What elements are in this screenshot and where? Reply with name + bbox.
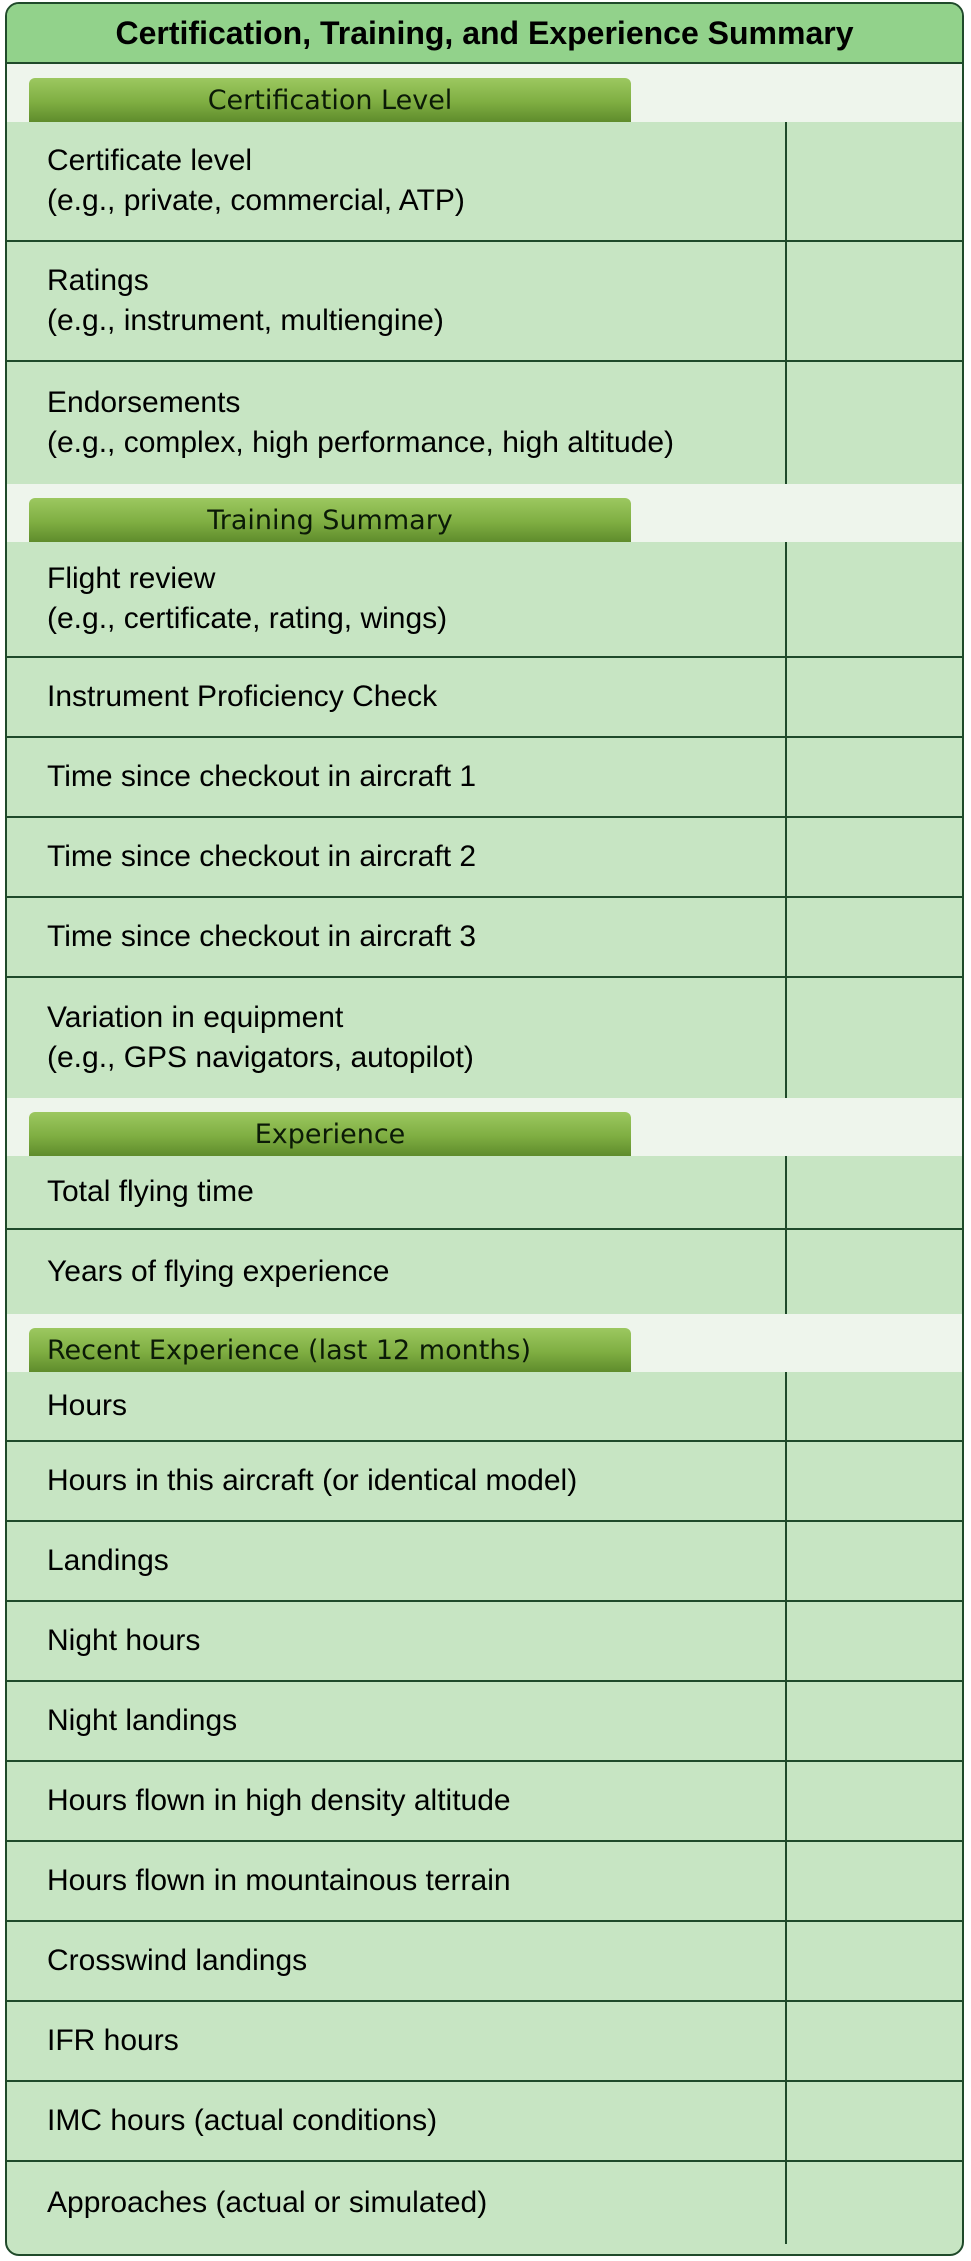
value-cell[interactable] <box>787 738 962 816</box>
row-label: Time since checkout in aircraft 1 <box>47 760 477 793</box>
row-label: Night landings <box>47 1704 238 1737</box>
row-label: Landings <box>47 1544 169 1577</box>
form-row <box>7 122 962 242</box>
section-tab-label: Recent Experience (last 12 months) <box>29 1328 631 1372</box>
value-cell[interactable] <box>787 1522 962 1600</box>
row-label: Endorsements <box>47 386 241 419</box>
section-header <box>7 1314 962 1372</box>
section-header <box>7 1098 962 1156</box>
form-row <box>7 1522 962 1602</box>
row-label: IMC hours (actual conditions) <box>47 2104 438 2137</box>
value-cell[interactable] <box>787 818 962 896</box>
row-label: Variation in equipment <box>47 1001 344 1034</box>
column-divider <box>785 1156 787 1314</box>
row-label: Years of flying experience <box>47 1255 390 1288</box>
value-cell[interactable] <box>787 1442 962 1520</box>
row-label: Hours flown in mountainous terrain <box>47 1864 511 1897</box>
section-rows <box>7 542 962 1098</box>
row-label: Instrument Proficiency Check <box>47 680 438 713</box>
form-row <box>7 1682 962 1762</box>
form-row <box>7 898 962 978</box>
row-label: Time since checkout in aircraft 2 <box>47 840 477 873</box>
row-label: Certificate level <box>47 144 253 177</box>
form-row <box>7 542 962 658</box>
row-label: Crosswind landings <box>47 1944 308 1977</box>
form-row <box>7 2082 962 2162</box>
value-cell[interactable] <box>787 1230 962 1314</box>
summary-form <box>5 2 964 2256</box>
row-label: Total flying time <box>47 1175 254 1208</box>
value-cell[interactable] <box>787 122 962 240</box>
form-row <box>7 1602 962 1682</box>
form-row <box>7 2002 962 2082</box>
value-cell[interactable] <box>787 1602 962 1680</box>
value-cell[interactable] <box>787 1842 962 1920</box>
form-row <box>7 1372 962 1442</box>
value-cell[interactable] <box>787 1156 962 1228</box>
row-sublabel: (e.g., complex, high performance, high altitude) <box>47 426 674 459</box>
form-row <box>7 658 962 738</box>
row-label: IFR hours <box>47 2024 179 2057</box>
value-cell[interactable] <box>787 242 962 360</box>
row-sublabel: (e.g., private, commercial, ATP) <box>47 184 465 217</box>
form-row <box>7 1230 962 1314</box>
row-label: Hours in this aircraft (or identical model) <box>47 1464 578 1497</box>
form-row <box>7 1922 962 2002</box>
section-tab-label: Certification Level <box>29 78 631 122</box>
value-cell[interactable] <box>787 2002 962 2080</box>
section-tab-label: Experience <box>29 1112 631 1156</box>
value-cell[interactable] <box>787 1372 962 1440</box>
form-row <box>7 2162 962 2244</box>
form-row <box>7 978 962 1098</box>
section-header <box>7 64 962 122</box>
row-sublabel: (e.g., certificate, rating, wings) <box>47 602 448 635</box>
row-label: Hours flown in high density altitude <box>47 1784 511 1817</box>
value-cell[interactable] <box>787 542 962 656</box>
row-sublabel: (e.g., GPS navigators, autopilot) <box>47 1041 474 1074</box>
value-cell[interactable] <box>787 1922 962 2000</box>
column-divider <box>785 1372 787 2244</box>
form-row <box>7 1762 962 1842</box>
value-cell[interactable] <box>787 658 962 736</box>
row-label: Time since checkout in aircraft 3 <box>47 920 477 953</box>
value-cell[interactable] <box>787 1762 962 1840</box>
row-label: Ratings <box>47 264 149 297</box>
row-sublabel: (e.g., instrument, multiengine) <box>47 304 444 337</box>
value-cell[interactable] <box>787 362 962 484</box>
form-row <box>7 1842 962 1922</box>
form-row <box>7 242 962 362</box>
form-row <box>7 1442 962 1522</box>
value-cell[interactable] <box>787 978 962 1098</box>
section-rows <box>7 1156 962 1314</box>
value-cell[interactable] <box>787 1682 962 1760</box>
value-cell[interactable] <box>787 2162 962 2244</box>
row-label: Night hours <box>47 1624 201 1657</box>
section-rows <box>7 122 962 484</box>
form-sections <box>7 64 962 2244</box>
column-divider <box>785 122 787 484</box>
form-row <box>7 818 962 898</box>
section-header <box>7 484 962 542</box>
value-cell[interactable] <box>787 898 962 976</box>
form-row <box>7 738 962 818</box>
row-label: Hours <box>47 1389 128 1422</box>
row-label: Approaches (actual or simulated) <box>47 2186 488 2219</box>
form-title: Certification, Training, and Experience Summary <box>7 4 962 64</box>
form-row <box>7 362 962 484</box>
row-label: Flight review <box>47 562 216 595</box>
value-cell[interactable] <box>787 2082 962 2160</box>
section-tab-label: Training Summary <box>29 498 631 542</box>
form-row <box>7 1156 962 1230</box>
column-divider <box>785 542 787 1098</box>
section-rows <box>7 1372 962 2244</box>
